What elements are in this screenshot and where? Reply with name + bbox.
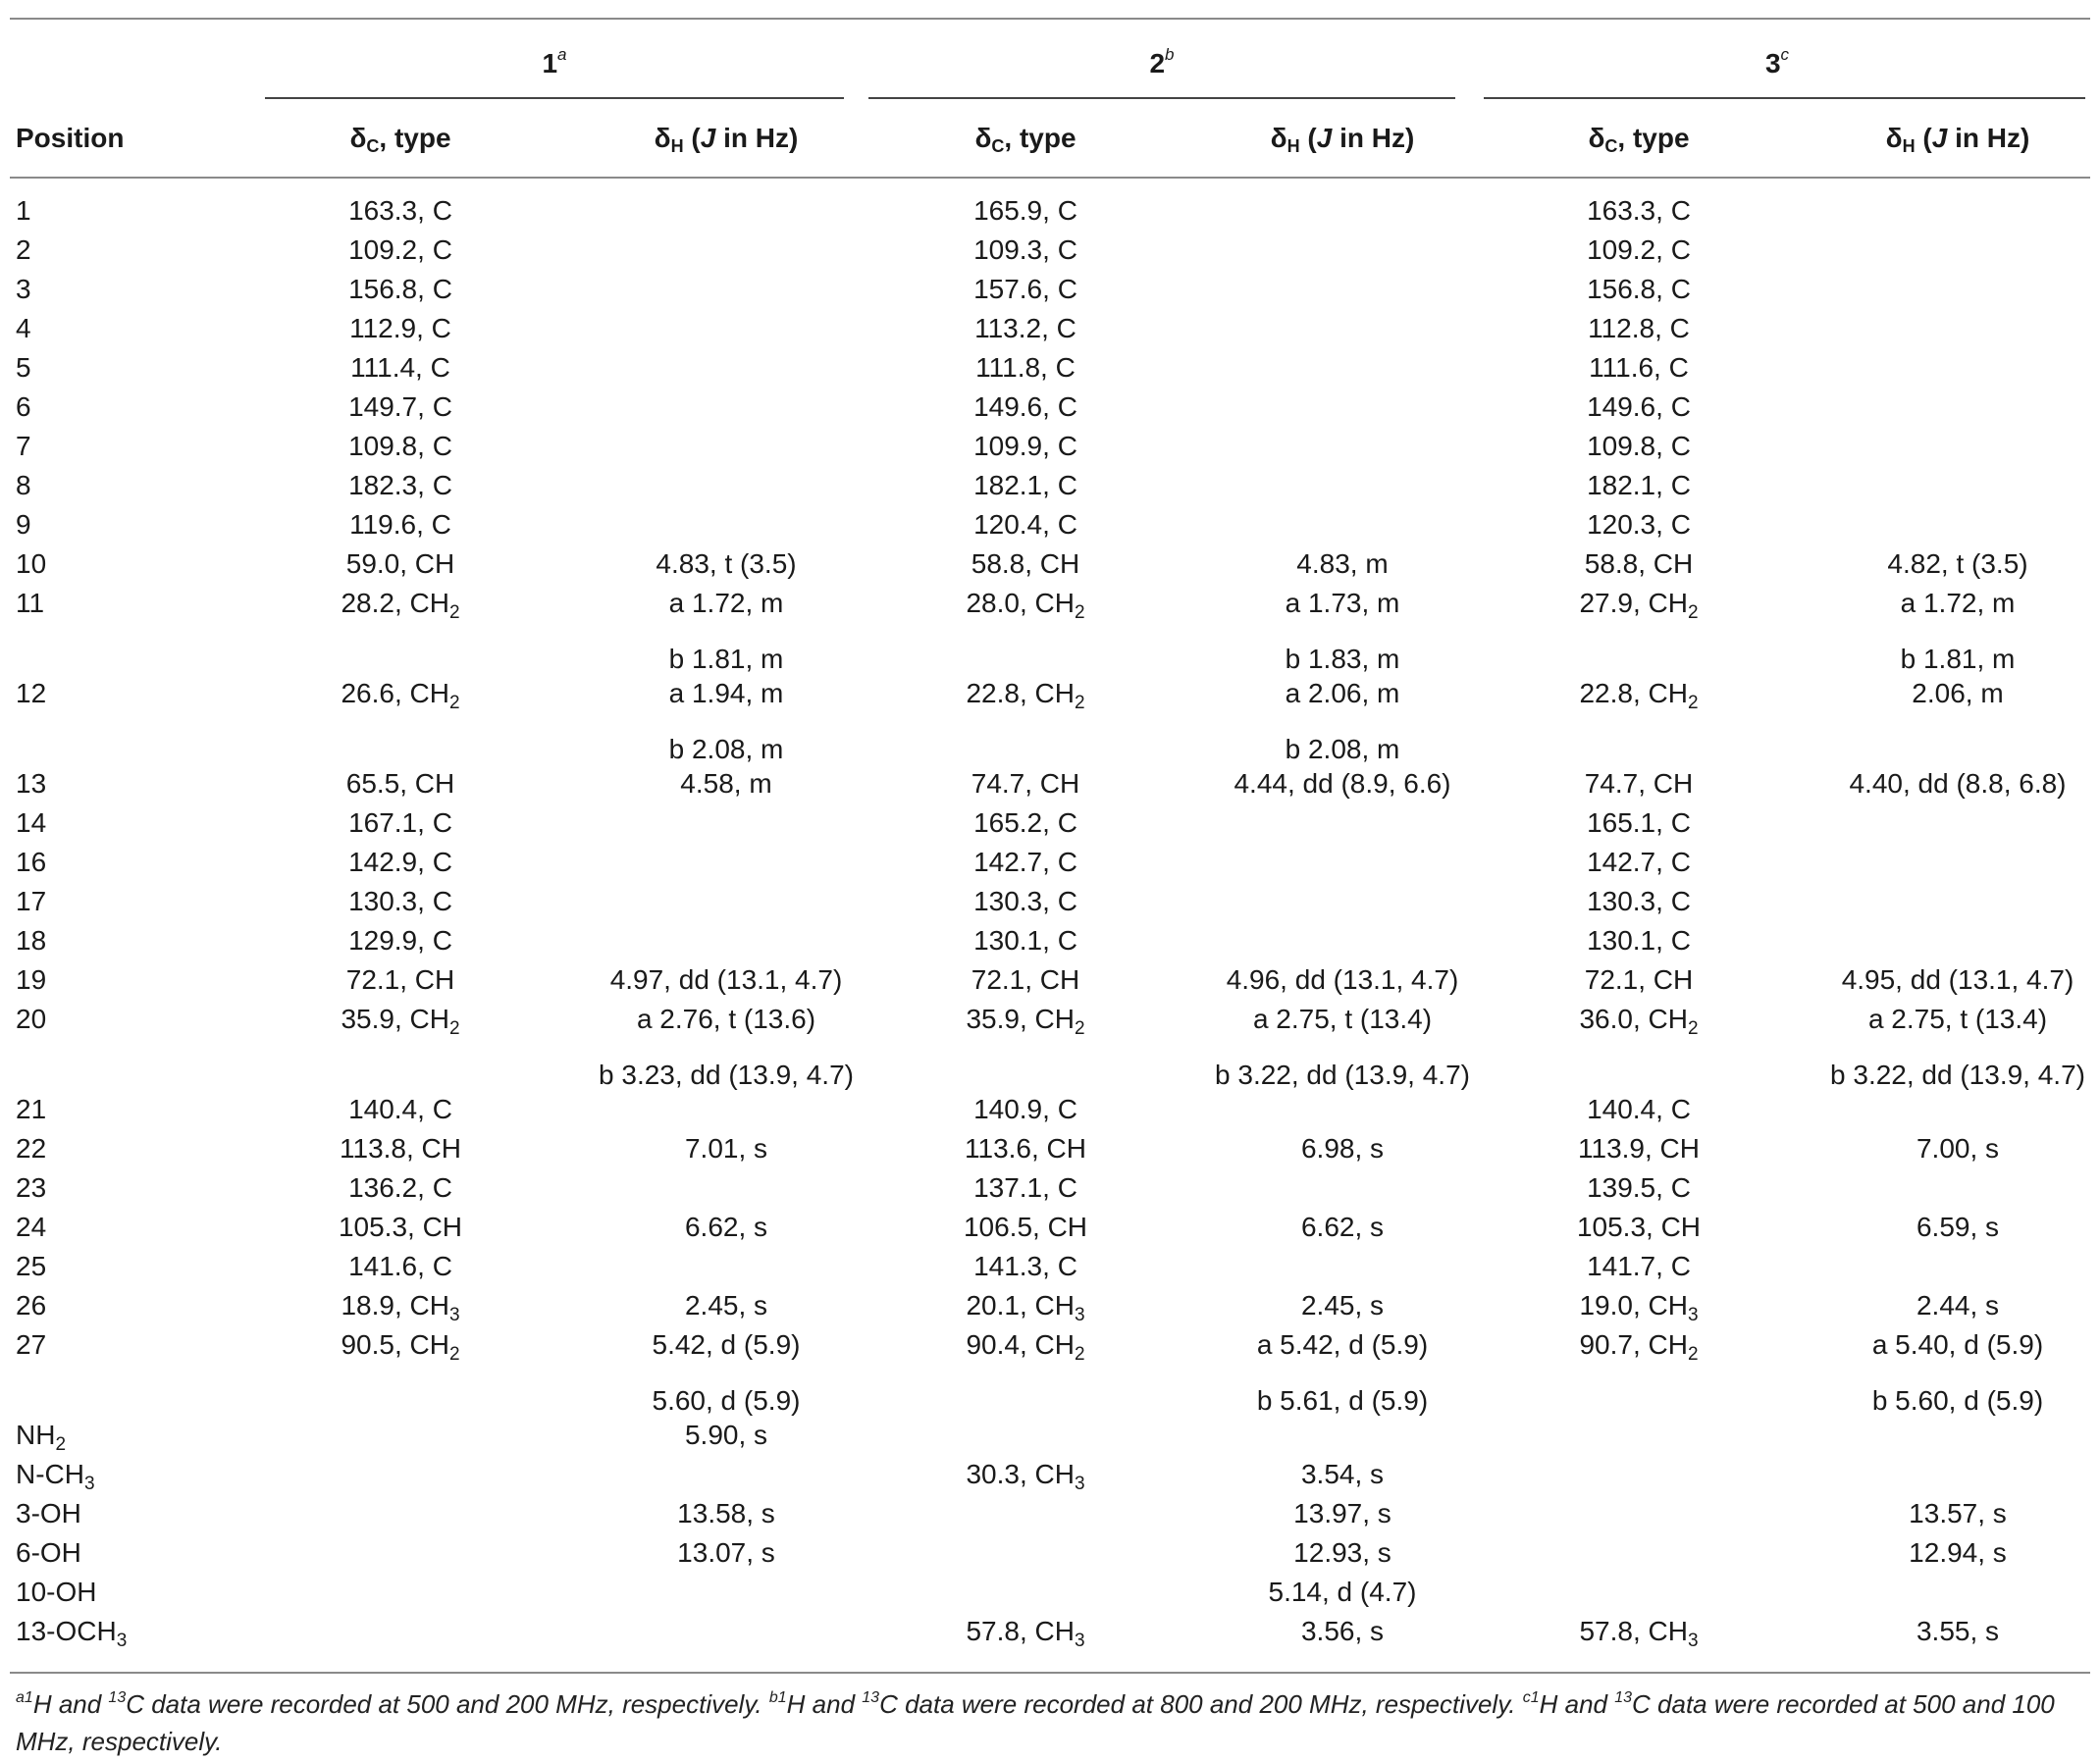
column-header-dh-3: $\delta_H$ (J in Hz) bbox=[1885, 123, 2030, 156]
cell-dc-compound-2: 165.9, C bbox=[973, 195, 1077, 226]
cell-dc-compound-2: 90.4, $CH_2$ bbox=[966, 1329, 1085, 1365]
cell-position: 26 bbox=[16, 1290, 47, 1321]
cell-dc-compound-2: 106.5, CH bbox=[963, 1212, 1088, 1242]
cell-dc-compound-3: 58.8, CH bbox=[1584, 548, 1694, 579]
cell-dh-compound-2: b 1.83, m bbox=[1285, 644, 1400, 674]
cell-dc-compound-3: 36.0, $CH_2$ bbox=[1579, 1004, 1699, 1039]
table-row bbox=[0, 1533, 2100, 1573]
cell-dc-compound-2: 30.3, $CH_3$ bbox=[966, 1459, 1085, 1494]
cell-position: 1 bbox=[16, 195, 31, 226]
cell-dc-compound-3: 120.3, C bbox=[1587, 509, 1691, 540]
table-row bbox=[0, 1247, 2100, 1286]
cell-position: 12 bbox=[16, 678, 47, 708]
column-header-dc-2: $\delta_C$, type bbox=[974, 123, 1076, 156]
column-header-dh-2: $\delta_H$ (J in Hz) bbox=[1270, 123, 1415, 156]
table-bottom-rule bbox=[10, 1672, 2090, 1674]
cell-dc-compound-3: 149.6, C bbox=[1587, 391, 1691, 422]
cell-dc-compound-2: 130.3, C bbox=[973, 886, 1077, 916]
cell-dh-compound-1: a 1.72, m bbox=[668, 588, 784, 618]
cell-dc-compound-3: 90.7, $CH_2$ bbox=[1579, 1329, 1699, 1365]
table-row bbox=[0, 713, 2100, 764]
table-row bbox=[0, 1455, 2100, 1494]
table-row bbox=[0, 270, 2100, 309]
cell-dc-compound-2: 137.1, C bbox=[973, 1172, 1077, 1203]
table-footnote: $^{a1}$H and $^{13}$C data were recorded at 500 and 200 MHz, respectively. $^{b1}$H and $^{13}$C data were recorded at 800 and 200 MHz, respectively. $^{c1}$H and $^{13}$C data were recorded at 500 and 100 MHz, respectively. bbox=[16, 1689, 2055, 1756]
table-row bbox=[0, 1039, 2100, 1090]
cell-dc-compound-3: 109.8, C bbox=[1587, 431, 1691, 461]
cell-dc-compound-1: 35.9, $CH_2$ bbox=[341, 1004, 460, 1039]
cell-dc-compound-1: 113.8, CH bbox=[340, 1133, 461, 1164]
column-header-dc-3: $\delta_C$, type bbox=[1588, 123, 1690, 156]
cell-position: 27 bbox=[16, 1329, 47, 1360]
table-row bbox=[0, 803, 2100, 843]
cell-dh-compound-3: 2.44, s bbox=[1916, 1290, 2000, 1321]
cell-dh-compound-1: 5.42, d (5.9) bbox=[652, 1329, 801, 1360]
table-row bbox=[0, 1286, 2100, 1325]
cell-dc-compound-2: 109.9, C bbox=[973, 431, 1077, 461]
column-header-position: Position bbox=[16, 123, 125, 153]
table-row bbox=[0, 584, 2100, 623]
cell-dh-compound-3: a 2.75, t (13.4) bbox=[1867, 1004, 2048, 1034]
cell-dc-compound-2: 141.3, C bbox=[973, 1251, 1077, 1281]
cell-position: $NH_2$ bbox=[16, 1420, 67, 1455]
table-row bbox=[0, 674, 2100, 713]
cell-dh-compound-2: a 1.73, m bbox=[1285, 588, 1400, 618]
compound-header-2: 2$^b$ bbox=[1149, 45, 1175, 78]
cell-dc-compound-2: 57.8, $CH_3$ bbox=[966, 1616, 1085, 1651]
cell-dc-compound-1: 109.2, C bbox=[348, 234, 452, 265]
cell-dc-compound-3: 22.8, $CH_2$ bbox=[1579, 678, 1699, 713]
cell-dc-compound-2: 149.6, C bbox=[973, 391, 1077, 422]
table-row bbox=[0, 1494, 2100, 1533]
cell-dc-compound-1: 65.5, CH bbox=[345, 768, 455, 799]
table-row bbox=[0, 348, 2100, 388]
table-row bbox=[0, 1090, 2100, 1129]
cell-position: 3 bbox=[16, 274, 31, 304]
cell-position: 24 bbox=[16, 1212, 47, 1242]
cell-dc-compound-3: 139.5, C bbox=[1587, 1172, 1691, 1203]
cell-dh-compound-2: b 5.61, d (5.9) bbox=[1256, 1385, 1429, 1416]
cell-dh-compound-3: 3.55, s bbox=[1916, 1616, 2000, 1646]
cell-dc-compound-3: 113.9, CH bbox=[1578, 1133, 1700, 1164]
table-row bbox=[0, 1129, 2100, 1168]
table-row bbox=[0, 427, 2100, 466]
cell-dc-compound-3: 105.3, CH bbox=[1576, 1212, 1702, 1242]
cell-dc-compound-2: 142.7, C bbox=[973, 847, 1077, 877]
cell-dc-compound-3: 109.2, C bbox=[1587, 234, 1691, 265]
cell-dh-compound-2: 12.93, s bbox=[1293, 1537, 1391, 1568]
cell-position: 23 bbox=[16, 1172, 47, 1203]
table-row bbox=[0, 544, 2100, 584]
cell-dc-compound-1: 167.1, C bbox=[348, 807, 452, 838]
cell-position: $13-OCH_3$ bbox=[16, 1616, 128, 1651]
cell-dc-compound-2: 35.9, $CH_2$ bbox=[966, 1004, 1085, 1039]
column-header-dc-1: $\delta_C$, type bbox=[349, 123, 451, 156]
cell-dh-compound-1: 5.90, s bbox=[684, 1420, 768, 1450]
cell-position: 6-OH bbox=[16, 1537, 81, 1568]
cell-dh-compound-2: 4.44, dd (8.9, 6.6) bbox=[1234, 768, 1451, 799]
table-row bbox=[0, 1208, 2100, 1247]
cell-dc-compound-3: 163.3, C bbox=[1587, 195, 1691, 226]
table-row bbox=[0, 466, 2100, 505]
cell-dh-compound-3: 7.00, s bbox=[1916, 1133, 2000, 1164]
cell-dc-compound-2: 182.1, C bbox=[973, 470, 1077, 500]
cell-dc-compound-2: 109.3, C bbox=[973, 234, 1077, 265]
cell-dh-compound-1: 2.45, s bbox=[684, 1290, 768, 1321]
cell-dh-compound-2: 13.97, s bbox=[1293, 1498, 1391, 1528]
cell-dh-compound-2: b 2.08, m bbox=[1285, 734, 1400, 764]
cell-dc-compound-3: 142.7, C bbox=[1587, 847, 1691, 877]
cell-dc-compound-3: 19.0, $CH_3$ bbox=[1579, 1290, 1699, 1325]
table-body bbox=[0, 191, 2100, 1651]
cell-position: 22 bbox=[16, 1133, 47, 1164]
cell-dh-compound-2: a 2.75, t (13.4) bbox=[1252, 1004, 1433, 1034]
cell-dh-compound-1: 4.97, dd (13.1, 4.7) bbox=[609, 964, 843, 995]
table-row bbox=[0, 1573, 2100, 1612]
cell-position: 9 bbox=[16, 509, 31, 540]
cell-dc-compound-2: 113.6, CH bbox=[965, 1133, 1086, 1164]
cell-dc-compound-3: 140.4, C bbox=[1587, 1094, 1691, 1124]
cell-position: 14 bbox=[16, 807, 47, 838]
cell-dc-compound-2: 22.8, $CH_2$ bbox=[966, 678, 1085, 713]
column-header-dh-1: $\delta_H$ (J in Hz) bbox=[654, 123, 799, 156]
table-row bbox=[0, 960, 2100, 1000]
cell-dh-compound-3: b 5.60, d (5.9) bbox=[1871, 1385, 2044, 1416]
table-row bbox=[0, 882, 2100, 921]
cell-dc-compound-1: 28.2, $CH_2$ bbox=[341, 588, 460, 623]
cell-dc-compound-1: 156.8, C bbox=[348, 274, 452, 304]
cell-dc-compound-1: 109.8, C bbox=[348, 431, 452, 461]
cell-dh-compound-2: a 2.06, m bbox=[1285, 678, 1400, 708]
compound-3-rule bbox=[1484, 97, 2085, 99]
compound-1-rule bbox=[265, 97, 844, 99]
cell-dh-compound-2: b 3.22, dd (13.9, 4.7) bbox=[1215, 1060, 1470, 1090]
cell-dh-compound-3: b 1.81, m bbox=[1900, 644, 2016, 674]
cell-dc-compound-3: 141.7, C bbox=[1587, 1251, 1691, 1281]
cell-dh-compound-1: b 1.81, m bbox=[668, 644, 784, 674]
cell-dc-compound-3: 57.8, $CH_3$ bbox=[1579, 1616, 1699, 1651]
table-row bbox=[0, 191, 2100, 231]
cell-dh-compound-1: 6.62, s bbox=[684, 1212, 768, 1242]
cell-dh-compound-3: a 5.40, d (5.9) bbox=[1871, 1329, 2044, 1360]
cell-dh-compound-2: 5.14, d (4.7) bbox=[1268, 1577, 1417, 1607]
cell-dh-compound-1: b 2.08, m bbox=[668, 734, 784, 764]
cell-position: 3-OH bbox=[16, 1498, 81, 1528]
cell-dc-compound-3: 182.1, C bbox=[1587, 470, 1691, 500]
cell-dc-compound-2: 58.8, CH bbox=[971, 548, 1080, 579]
table-row bbox=[0, 388, 2100, 427]
cell-position: 25 bbox=[16, 1251, 47, 1281]
cell-dc-compound-1: 90.5, $CH_2$ bbox=[341, 1329, 460, 1365]
cell-dc-compound-3: 72.1, CH bbox=[1584, 964, 1694, 995]
cell-position: 21 bbox=[16, 1094, 47, 1124]
cell-dc-compound-3: 27.9, $CH_2$ bbox=[1579, 588, 1699, 623]
table-row bbox=[0, 1325, 2100, 1365]
cell-position: 6 bbox=[16, 391, 31, 422]
cell-dh-compound-3: 6.59, s bbox=[1916, 1212, 2000, 1242]
cell-position: 2 bbox=[16, 234, 31, 265]
cell-dc-compound-1: 59.0, CH bbox=[345, 548, 455, 579]
cell-dc-compound-1: 18.9, $CH_3$ bbox=[341, 1290, 460, 1325]
cell-dc-compound-1: 141.6, C bbox=[348, 1251, 452, 1281]
cell-position: 13 bbox=[16, 768, 47, 799]
cell-dc-compound-1: 163.3, C bbox=[348, 195, 452, 226]
cell-dc-compound-3: 156.8, C bbox=[1587, 274, 1691, 304]
table-row bbox=[0, 1168, 2100, 1208]
cell-dh-compound-1: b 3.23, dd (13.9, 4.7) bbox=[599, 1060, 854, 1090]
cell-dc-compound-1: 119.6, C bbox=[349, 509, 451, 540]
cell-dc-compound-3: 74.7, CH bbox=[1584, 768, 1694, 799]
cell-position: $N-CH_3$ bbox=[16, 1459, 95, 1494]
cell-position: 5 bbox=[16, 352, 31, 383]
cell-dc-compound-1: 112.9, C bbox=[349, 313, 451, 343]
table-top-rule bbox=[10, 18, 2090, 20]
cell-dh-compound-3: 13.57, s bbox=[1909, 1498, 2007, 1528]
cell-dh-compound-1: a 2.76, t (13.6) bbox=[636, 1004, 816, 1034]
cell-dc-compound-2: 28.0, $CH_2$ bbox=[966, 588, 1085, 623]
cell-dh-compound-2: 4.96, dd (13.1, 4.7) bbox=[1226, 964, 1459, 995]
cell-position: 17 bbox=[16, 886, 47, 916]
cell-dc-compound-2: 72.1, CH bbox=[971, 964, 1080, 995]
table-row bbox=[0, 764, 2100, 803]
cell-position: 8 bbox=[16, 470, 31, 500]
cell-dc-compound-2: 130.1, C bbox=[973, 925, 1077, 956]
cell-position: 20 bbox=[16, 1004, 47, 1034]
cell-dh-compound-1: 4.83, t (3.5) bbox=[656, 548, 797, 579]
cell-dc-compound-1: 142.9, C bbox=[348, 847, 452, 877]
cell-dh-compound-3: 4.82, t (3.5) bbox=[1887, 548, 2028, 579]
header-bottom-rule bbox=[10, 177, 2090, 179]
cell-dc-compound-2: 157.6, C bbox=[973, 274, 1077, 304]
cell-dc-compound-3: 111.6, C bbox=[1589, 352, 1689, 383]
cell-position: 18 bbox=[16, 925, 47, 956]
cell-dc-compound-3: 130.3, C bbox=[1587, 886, 1691, 916]
cell-dh-compound-3: b 3.22, dd (13.9, 4.7) bbox=[1830, 1060, 2085, 1090]
cell-dh-compound-1: 4.58, m bbox=[680, 768, 772, 799]
cell-dc-compound-1: 111.4, C bbox=[350, 352, 450, 383]
cell-dh-compound-3: 4.40, dd (8.8, 6.8) bbox=[1849, 768, 2067, 799]
cell-dh-compound-2: 2.45, s bbox=[1300, 1290, 1385, 1321]
cell-dh-compound-1: a 1.94, m bbox=[668, 678, 784, 708]
cell-dc-compound-1: 105.3, CH bbox=[338, 1212, 463, 1242]
cell-dh-compound-1: 5.60, d (5.9) bbox=[652, 1385, 801, 1416]
cell-dc-compound-1: 140.4, C bbox=[348, 1094, 452, 1124]
cell-dc-compound-2: 111.8, C bbox=[975, 352, 1076, 383]
cell-dc-compound-2: 140.9, C bbox=[973, 1094, 1077, 1124]
table-row bbox=[0, 921, 2100, 960]
cell-dc-compound-2: 165.2, C bbox=[973, 807, 1077, 838]
cell-dh-compound-3: 12.94, s bbox=[1909, 1537, 2007, 1568]
cell-dh-compound-2: 6.62, s bbox=[1300, 1212, 1385, 1242]
table-row bbox=[0, 1612, 2100, 1651]
cell-dc-compound-2: 120.4, C bbox=[973, 509, 1077, 540]
cell-dh-compound-2: 6.98, s bbox=[1300, 1133, 1385, 1164]
cell-dc-compound-1: 72.1, CH bbox=[345, 964, 455, 995]
cell-position: 10 bbox=[16, 548, 47, 579]
cell-position: 4 bbox=[16, 313, 31, 343]
table-row bbox=[0, 1416, 2100, 1455]
cell-position: 19 bbox=[16, 964, 47, 995]
table-row bbox=[0, 231, 2100, 270]
compound-2-rule bbox=[868, 97, 1455, 99]
cell-position: 10-OH bbox=[16, 1577, 97, 1607]
cell-dc-compound-1: 149.7, C bbox=[348, 391, 452, 422]
cell-position: 16 bbox=[16, 847, 47, 877]
cell-dc-compound-3: 130.1, C bbox=[1587, 925, 1691, 956]
table-row bbox=[0, 623, 2100, 674]
cell-dh-compound-2: 4.83, m bbox=[1296, 548, 1389, 579]
cell-dh-compound-3: a 1.72, m bbox=[1900, 588, 2016, 618]
cell-dc-compound-1: 129.9, C bbox=[348, 925, 452, 956]
cell-dh-compound-1: 7.01, s bbox=[684, 1133, 768, 1164]
cell-dh-compound-2: a 5.42, d (5.9) bbox=[1256, 1329, 1429, 1360]
cell-position: 11 bbox=[16, 588, 45, 618]
cell-position: 7 bbox=[16, 431, 31, 461]
compound-header-1: 1$^a$ bbox=[542, 45, 567, 78]
cell-dc-compound-1: 136.2, C bbox=[348, 1172, 452, 1203]
cell-dh-compound-1: 13.07, s bbox=[677, 1537, 775, 1568]
cell-dc-compound-2: 113.2, C bbox=[974, 313, 1076, 343]
cell-dc-compound-1: 26.6, $CH_2$ bbox=[341, 678, 460, 713]
cell-dc-compound-3: 112.8, C bbox=[1588, 313, 1690, 343]
cell-dh-compound-2: 3.54, s bbox=[1300, 1459, 1385, 1489]
table-row bbox=[0, 1365, 2100, 1416]
table-row bbox=[0, 505, 2100, 544]
table-row bbox=[0, 843, 2100, 882]
cell-dh-compound-1: 13.58, s bbox=[677, 1498, 775, 1528]
table-row bbox=[0, 309, 2100, 348]
table-row bbox=[0, 1000, 2100, 1039]
cell-dc-compound-2: 74.7, CH bbox=[971, 768, 1080, 799]
cell-dc-compound-1: 130.3, C bbox=[348, 886, 452, 916]
cell-dh-compound-3: 4.95, dd (13.1, 4.7) bbox=[1841, 964, 2074, 995]
cell-dh-compound-2: 3.56, s bbox=[1300, 1616, 1385, 1646]
cell-dc-compound-3: 165.1, C bbox=[1587, 807, 1691, 838]
cell-dc-compound-1: 182.3, C bbox=[348, 470, 452, 500]
cell-dc-compound-2: 20.1, $CH_3$ bbox=[966, 1290, 1085, 1325]
compound-header-3: 3$^c$ bbox=[1764, 45, 1790, 78]
cell-dh-compound-3: 2.06, m bbox=[1912, 678, 2004, 708]
